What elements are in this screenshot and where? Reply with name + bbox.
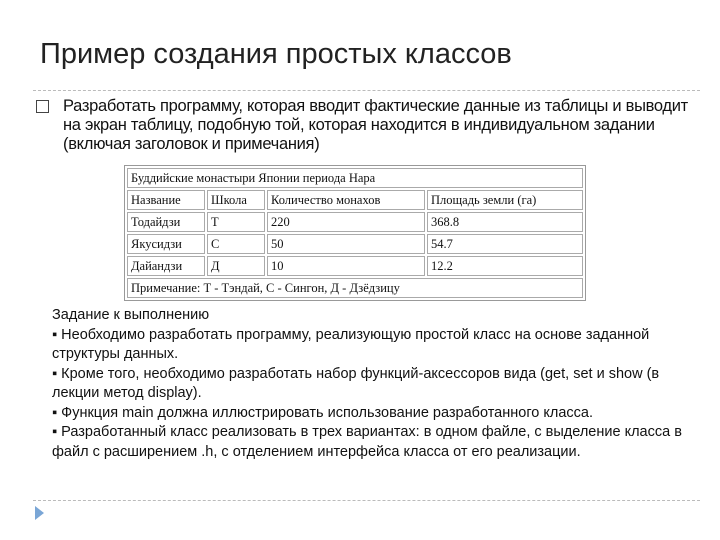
cell: 54.7	[427, 234, 583, 254]
header-cell: Название	[127, 190, 205, 210]
cell: 368.8	[427, 212, 583, 232]
bottom-divider	[33, 500, 700, 501]
task-heading: Задание к выполнению	[52, 307, 210, 323]
cell: 12.2	[427, 256, 583, 276]
header-cell: Школа	[207, 190, 265, 210]
cell: Тодайдзи	[127, 212, 205, 232]
top-divider	[33, 90, 700, 91]
triangle-bullet-icon	[35, 506, 44, 520]
cell: Т	[207, 212, 265, 232]
task-text	[52, 306, 702, 462]
table-row	[127, 212, 583, 232]
square-bullet-icon	[36, 100, 49, 113]
cell: Д	[207, 256, 265, 276]
table-header-row	[127, 190, 583, 210]
table-caption: Буддийские монастыри Японии периода Нара	[127, 168, 583, 188]
bullet-text: Разработать программу, которая вводит фактические данные из таблицы и выводит на экран таблицу, подобную той, которая находится в индивидуальном задании (включая заголовок и примечания)	[63, 97, 688, 153]
cell: 220	[267, 212, 425, 232]
table-note: Примечание: Т - Тэндай, С - Сингон, Д - Дзёдзицу	[127, 278, 583, 298]
monastery-table	[124, 165, 586, 301]
task-item: ▪ Кроме того, необходимо разработать набор функций-аксессоров вида (get, set и show (в лекции метод display).	[52, 365, 660, 401]
cell: С	[207, 234, 265, 254]
task-item: ▪ Функция main должна иллюстрировать использование разработанного класса.	[52, 404, 594, 421]
cell: Дайандзи	[127, 256, 205, 276]
header-cell: Площадь земли (га)	[427, 190, 583, 210]
task-item: ▪ Необходимо разработать программу, реализующую простой класс на основе заданной структуры данных.	[52, 326, 650, 362]
cell: 10	[267, 256, 425, 276]
cell: 50	[267, 234, 425, 254]
table-row	[127, 256, 583, 276]
cell: Якусидзи	[127, 234, 205, 254]
slide-title: Пример создания простых классов	[40, 38, 512, 70]
task-item: ▪ Разработанный класс реализовать в трех вариантах: в одном файле, с выделение класса в файл с расширением .h, с отделением интерфейса класса от его реализации.	[52, 424, 682, 460]
table-row	[127, 234, 583, 254]
header-cell: Количество монахов	[267, 190, 425, 210]
